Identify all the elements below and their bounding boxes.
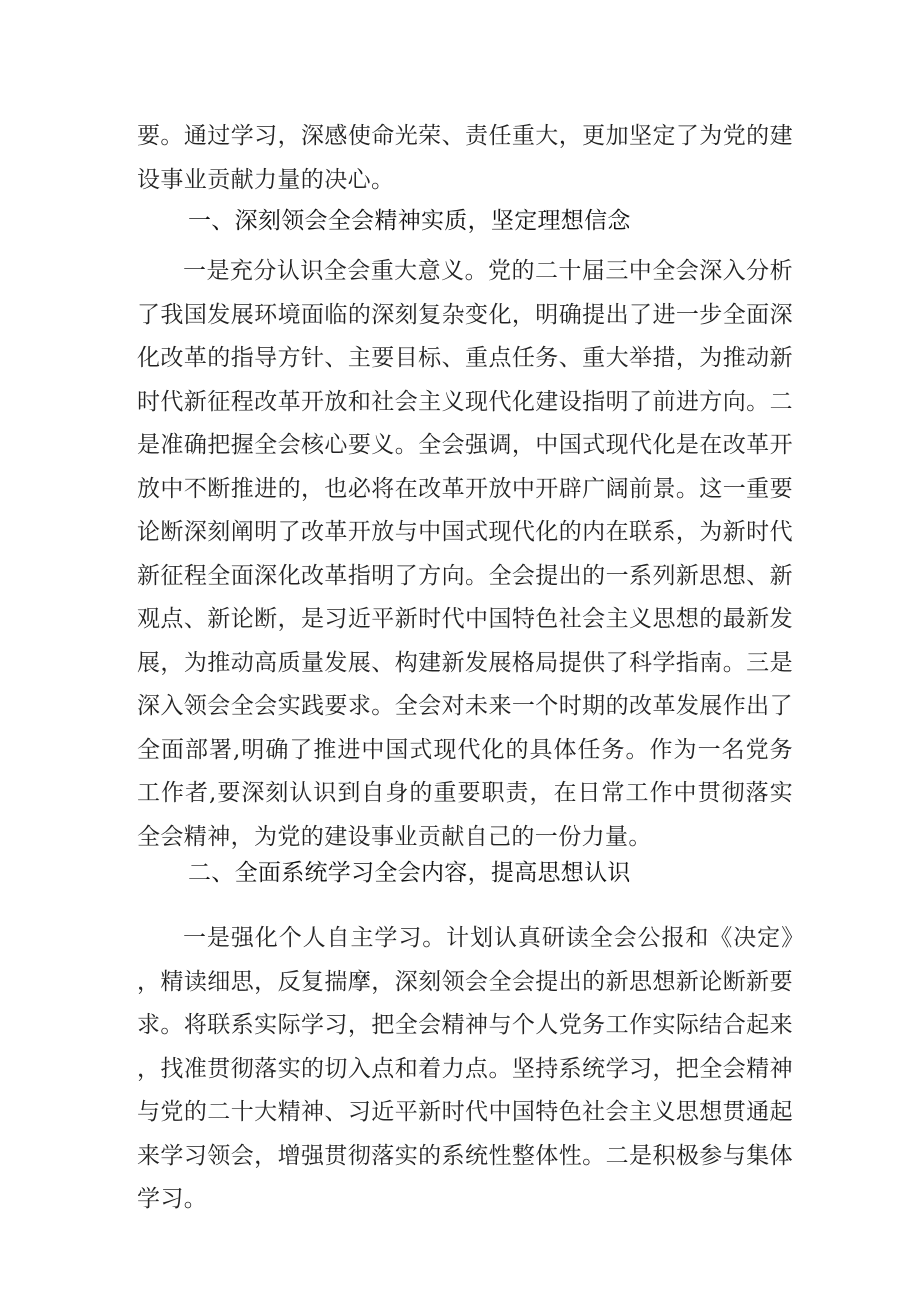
section-2-heading: 二、全面系统学习全会内容，提高思想认识 [188, 860, 631, 886]
section-2-paragraph: 一是强化个人自主学习。计划认真研读全会公报和《决定》，精读细思，反复揣摩，深刻领会全会提出的新思想新论断新要求。将联系实际学习，把全会精神与个人党务工作实际结合起来，找准贯彻落实的切入点和着力点。坚持系统学习，把全会精神与党的二十大精神、习近平新时代中国特色社会主义思想贯通起来学习领会，增强贯彻落实的系统性整体性。二是积极参与集体学习。 [137, 925, 793, 1212]
intro-paragraph: 要。通过学习，深感使命光荣、责任重大，更加坚定了为党的建设事业贡献力量的决心。 [137, 123, 793, 193]
section-1-heading: 一、深刻领会全会精神实质，坚定理想信念 [188, 208, 631, 234]
section-1-paragraph: 一是充分认识全会重大意义。党的二十届三中全会深入分析了我国发展环境面临的深刻复杂变化，明确提出了进一步全面深化改革的指导方针、主要目标、重点任务、重大举措，为推动新时代新征程改革开放和社会主义现代化建设指明了前进方向。二是准确把握全会核心要义。全会强调，中国式现代化是在改革开放中不断推进的，也必将在改革开放中开辟广阔前景。这一重要论断深刻阐明了改革开放与中国式现代化的内在联系，为新时代新征程全面深化改革指明了方向。全会提出的一系列新思想、新观点、新论断，是习近平新时代中国特色社会主义思想的最新发展，为推动高质量发展、构建新发展格局提供了科学指南。三是深入领会全会实践要求。全会对未来一个时期的改革发展作出了全面部署,明确了推进中国式现代化的具体任务。作为一名党务工作者,要深刻认识到自身的重要职责，在日常工作中贯彻落实全会精神，为党的建设事业贡献自己的一份力量。 [137, 258, 793, 850]
